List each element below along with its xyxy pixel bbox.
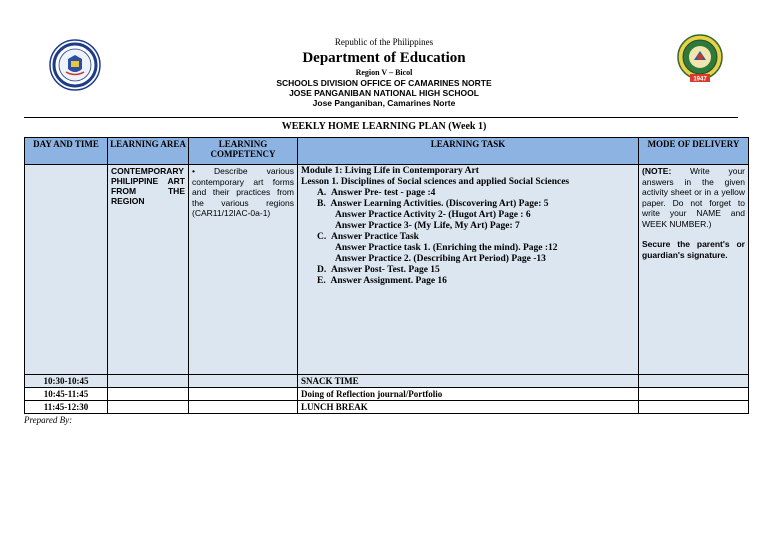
region-line: Region V – Bicol bbox=[355, 68, 413, 77]
header-mode-of-delivery: MODE OF DELIVERY bbox=[639, 138, 749, 165]
seal-year: 1947 bbox=[693, 76, 707, 83]
table-row bbox=[25, 401, 749, 414]
item-letter: E. bbox=[317, 276, 326, 286]
signature-note: Secure the parent's or guardian's signature. bbox=[642, 239, 745, 260]
division-line: SCHOOLS DIVISION OFFICE OF CAMARINES NORTE bbox=[276, 78, 492, 88]
note-label: (NOTE: bbox=[642, 166, 672, 176]
item-text: Answer Learning Activities. (Discovering Art) Page: 5 bbox=[330, 199, 549, 209]
schedule-activity: Doing of Reflection journal/Portfolio bbox=[298, 388, 639, 401]
prepared-by-label: Prepared By: bbox=[24, 415, 73, 425]
item-letter: D. bbox=[317, 265, 327, 275]
header-learning-area: LEARNING AREA bbox=[108, 138, 189, 165]
schedule-time: 11:45-12:30 bbox=[25, 401, 108, 414]
plan-title: WEEKLY HOME LEARNING PLAN (Week 1) bbox=[281, 121, 487, 132]
item-letter: B. bbox=[317, 199, 326, 209]
address-line: Jose Panganiban, Camarines Norte bbox=[312, 98, 456, 108]
lesson-title: Lesson 1. Disciplines of Social sciences and applied Social Sciences bbox=[301, 177, 570, 187]
competency-cell: • Describe various contemporary art forms and their practices from the various regions (CAR11/12IAC-0a-1) bbox=[189, 165, 298, 375]
school-line: JOSE PANGANIBAN NATIONAL HIGH SCHOOL bbox=[289, 88, 479, 98]
table-row bbox=[25, 375, 749, 388]
table-row bbox=[25, 388, 749, 401]
empty-cell bbox=[189, 388, 298, 401]
schedule-time: 10:45-11:45 bbox=[25, 388, 108, 401]
sub-item: Answer Practice 3- (My Life, My Art) Page: 7 bbox=[335, 221, 520, 231]
item-text: Answer Assignment. Page 16 bbox=[330, 276, 447, 286]
sub-item: Answer Practice 2. (Describing Art Period) Page -13 bbox=[335, 254, 546, 264]
list-item bbox=[301, 276, 635, 287]
department-title: Department of Education bbox=[302, 50, 466, 66]
schedule-activity: SNACK TIME bbox=[298, 375, 639, 388]
list-item bbox=[301, 188, 635, 199]
learning-plan-table bbox=[24, 137, 749, 414]
empty-cell bbox=[189, 375, 298, 388]
header-day-time: DAY AND TIME bbox=[25, 138, 108, 165]
empty-cell bbox=[108, 375, 189, 388]
table-row bbox=[25, 165, 749, 375]
list-item bbox=[301, 265, 635, 276]
delivery-note bbox=[642, 166, 745, 229]
note-text: Write your answers in the given activity sheet or in a yellow paper. Do not forget to write your NAME and WEEK NUMBER.) bbox=[642, 166, 745, 229]
list-item bbox=[301, 232, 635, 243]
sub-item: Answer Practice Activity 2- (Hugot Art) Page : 6 bbox=[335, 210, 531, 220]
header-learning-task: LEARNING TASK bbox=[298, 138, 639, 165]
sub-item: Answer Practice task 1. (Enriching the mind). Page :12 bbox=[335, 243, 558, 253]
table-header-row bbox=[25, 138, 749, 165]
learning-area-cell: CONTEMPORARY PHILIPPINE ART FROM THE REGION bbox=[108, 165, 189, 375]
empty-cell bbox=[108, 388, 189, 401]
item-letter: A. bbox=[317, 188, 327, 198]
item-letter: C. bbox=[317, 232, 327, 242]
list-item bbox=[301, 199, 635, 210]
module-title: Module 1: Living Life in Contemporary Art bbox=[301, 166, 479, 176]
empty-cell bbox=[639, 388, 749, 401]
header-learning-competency: LEARNING COMPETENCY bbox=[189, 138, 298, 165]
schedule-time: 10:30-10:45 bbox=[25, 375, 108, 388]
item-text: Answer Post- Test. Page 15 bbox=[331, 265, 440, 275]
item-text: Answer Practice Task bbox=[331, 232, 419, 242]
header-divider bbox=[24, 117, 738, 118]
learning-task-cell bbox=[298, 165, 639, 375]
empty-cell bbox=[108, 401, 189, 414]
republic-line: Republic of the Philippines bbox=[334, 37, 434, 47]
item-text: Answer Pre- test - page :4 bbox=[331, 188, 436, 198]
day-time-cell bbox=[25, 165, 108, 375]
mode-of-delivery-cell bbox=[639, 165, 749, 375]
empty-cell bbox=[639, 375, 749, 388]
empty-cell bbox=[189, 401, 298, 414]
empty-cell bbox=[639, 401, 749, 414]
schedule-activity: LUNCH BREAK bbox=[298, 401, 639, 414]
